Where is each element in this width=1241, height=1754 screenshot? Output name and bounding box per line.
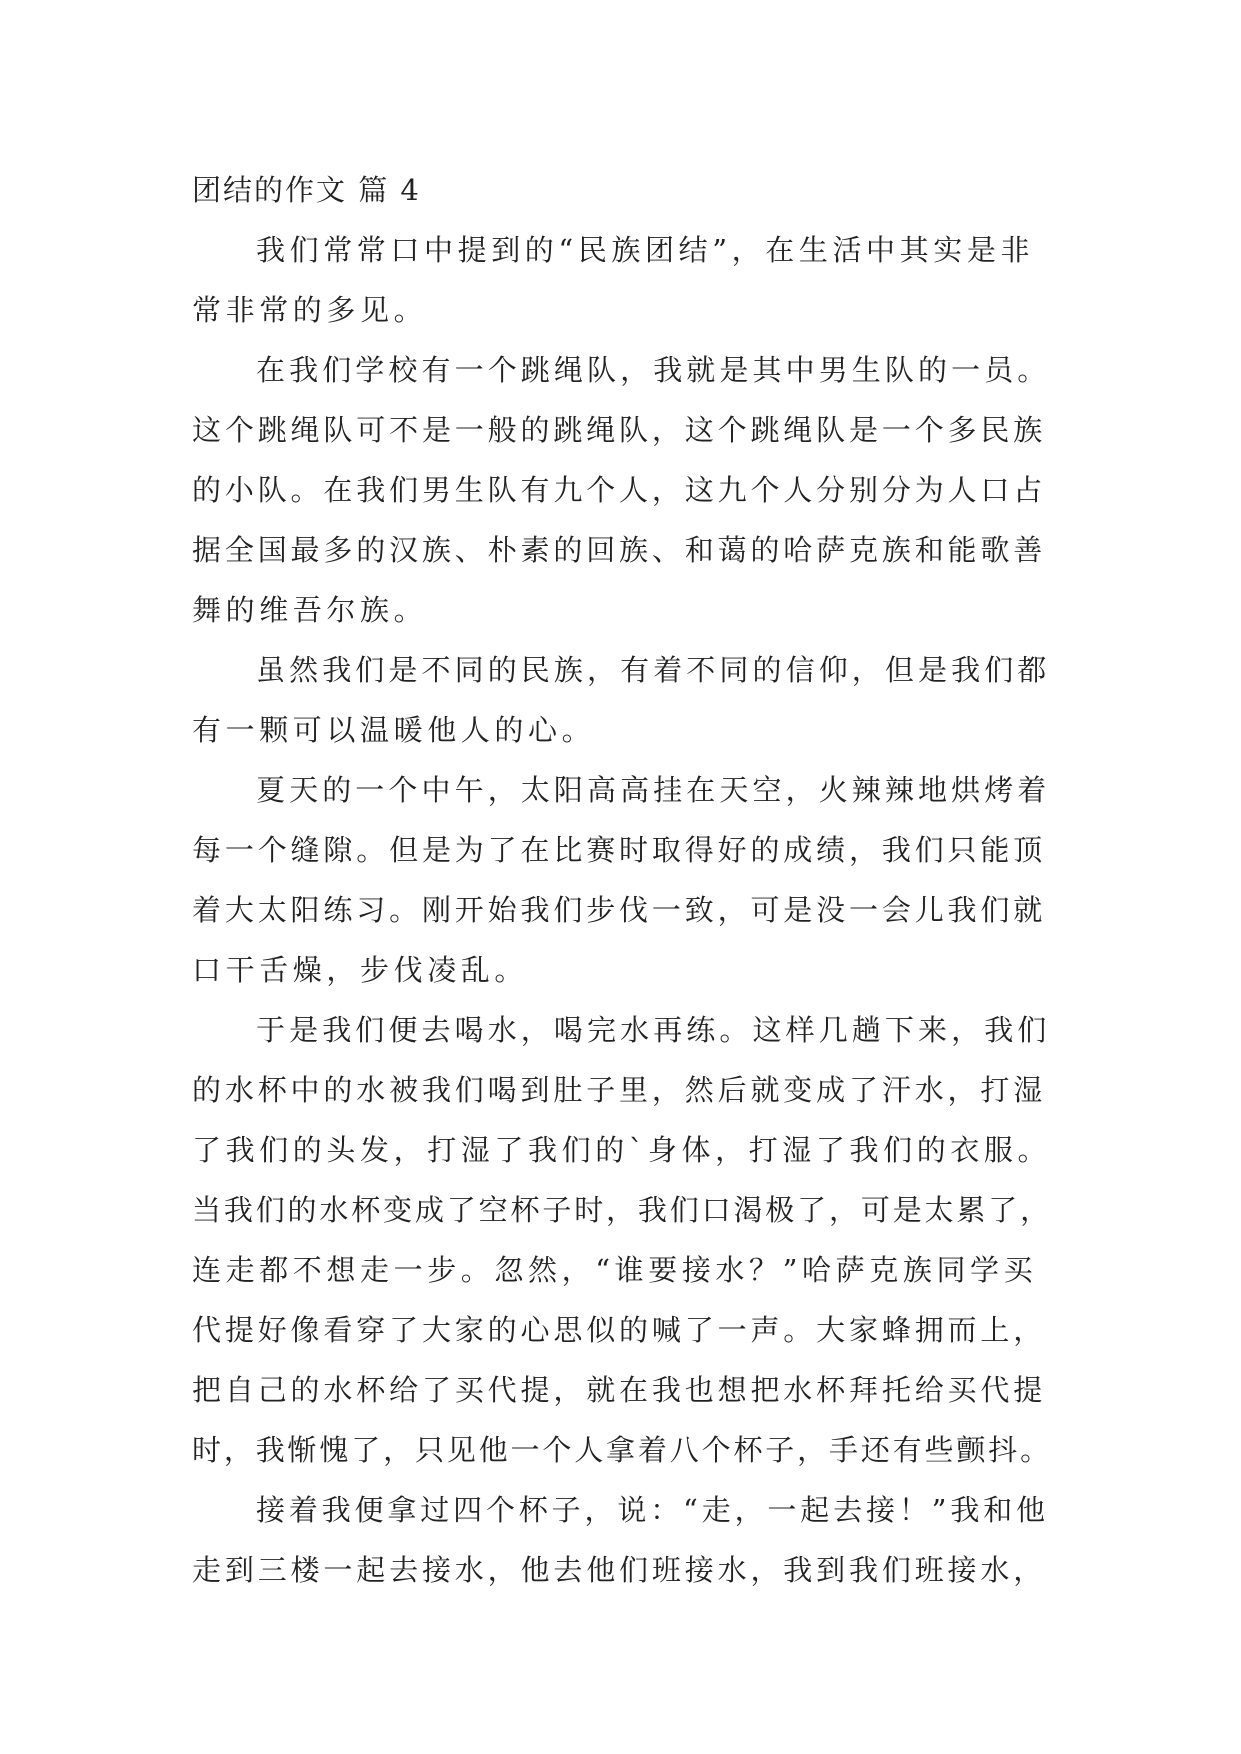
text-line: 的水杯中的水被我们喝到肚子里，然后就变成了汗水，打湿	[192, 1073, 1047, 1107]
text-line: 连走都不想走一步。忽然，“谁要接水？”哈萨克族同学买	[192, 1253, 1038, 1287]
text-line: 了我们的头发，打湿了我们的`身体，打湿了我们的衣服。	[192, 1133, 1052, 1167]
text-line: 据全国最多的汉族、朴素的回族、和蔼的哈萨克族和能歌善	[192, 533, 1047, 567]
text-line: 的小队。在我们男生队有九个人，这九个人分别分为人口占	[192, 473, 1047, 507]
text-line: 舞的维吾尔族。	[192, 593, 428, 627]
document-title: 团结的作文 篇 4	[192, 173, 421, 207]
document-paragraphs	[192, 220, 1052, 1600]
text-line: 接着我便拿过四个杯子，说：“走，一起去接！”我和他	[256, 1493, 1049, 1527]
text-line: 虽然我们是不同的民族，有着不同的信仰，但是我们都	[256, 653, 1051, 687]
text-line: 时，我惭愧了，只见他一个人拿着八个杯子，手还有些颤抖。	[192, 1433, 1052, 1467]
document-body	[192, 160, 1052, 1600]
text-line: 这个跳绳队可不是一般的跳绳队，这个跳绳队是一个多民族	[192, 413, 1047, 447]
text-line: 着大太阳练习。刚开始我们步伐一致，可是没一会儿我们就	[192, 893, 1047, 927]
text-line: 于是我们便去喝水，喝完水再练。这样几趟下来，我们	[256, 1013, 1051, 1047]
text-line: 我们常常口中提到的“民族团结”，在生活中其实是非	[256, 233, 1035, 267]
text-line: 当我们的水杯变成了空杯子时，我们口渴极了，可是太累了，	[192, 1193, 1052, 1227]
text-line: 在我们学校有一个跳绳队，我就是其中男生队的一员。	[256, 353, 1051, 387]
text-line: 每一个缝隙。但是为了在比赛时取得好的成绩，我们只能顶	[192, 833, 1047, 867]
text-line: 有一颗可以温暖他人的心。	[192, 713, 596, 747]
text-line: 把自己的水杯给了买代提，就在我也想把水杯拜托给买代提	[192, 1373, 1047, 1407]
text-line: 走到三楼一起去接水，他去他们班接水，我到我们班接水，	[192, 1553, 1047, 1587]
text-line: 口干舌燥，步伐凌乱。	[192, 953, 529, 987]
text-line: 代提好像看穿了大家的心思似的喊了一声。大家蜂拥而上，	[192, 1313, 1047, 1347]
text-line: 常非常的多见。	[192, 293, 428, 327]
text-line: 夏天的一个中午，太阳高高挂在天空，火辣辣地烘烤着	[256, 773, 1051, 807]
